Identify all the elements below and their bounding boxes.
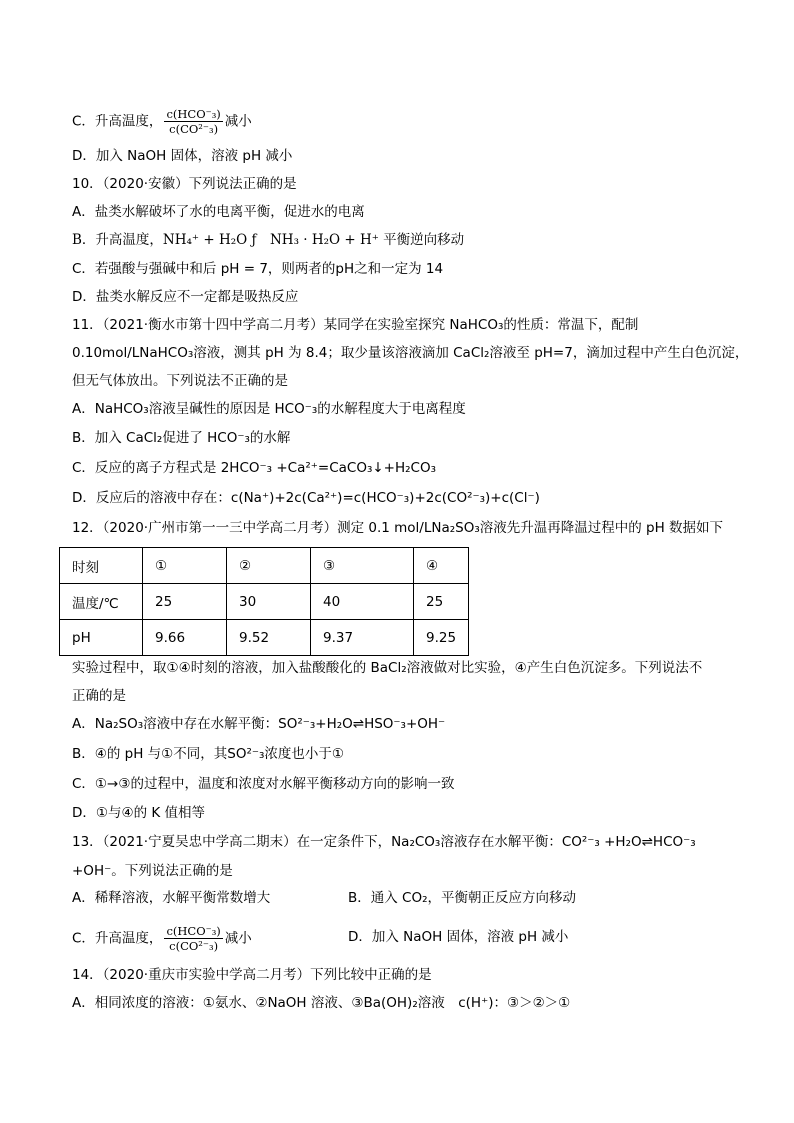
q10-option-d: D．盐类水解反应不一定都是吸热反应: [72, 289, 299, 305]
q11-option-c: C．反应的离子方程式是 2HCO⁻₃ +Ca²⁺=CaCO₃↓+H₂CO₃: [72, 460, 437, 476]
q12-stem-after2: 正确的是: [72, 688, 126, 704]
table-cell: 9.25: [414, 620, 469, 656]
q9-option-d: D．加入 NaOH 固体，溶液 pH 减小: [72, 148, 293, 164]
q14-stem: 14．（2020·重庆市实验中学高二月考）下列比较中正确的是: [72, 967, 432, 983]
q12-option-a: A．Na₂SO₃溶液中存在水解平衡：SO²⁻₃+H₂O⇌HSO⁻₃+OH⁻: [72, 716, 446, 732]
table-cell: 9.37: [311, 620, 414, 656]
q12-option-d: D．①与④的 K 值相等: [72, 805, 206, 821]
q10-stem: 10．（2020·安徽）下列说法正确的是: [72, 176, 297, 192]
ph-data-table: [59, 547, 469, 656]
fraction-denominator: c(CO²⁻₃): [169, 122, 219, 136]
table-row: [60, 548, 469, 584]
q10-option-a: A．盐类水解破坏了水的电离平衡，促进水的电离: [72, 204, 365, 220]
table-cell: ①: [143, 548, 227, 584]
q11-option-a: A．NaHCO₃溶液呈碱性的原因是 HCO⁻₃的水解程度大于电离程度: [72, 401, 466, 417]
fraction-denominator: c(CO²⁻₃): [169, 939, 219, 953]
q13-option-b: B．通入 CO₂，平衡朝正反应方向移动: [348, 890, 577, 906]
q13-stem-line2: +OH⁻。下列说法正确的是: [72, 863, 233, 879]
q11-stem: 11．（2021·衡水市第十四中学高二月考）某同学在实验室探究 NaHCO₃的性质：常温下，配制: [72, 317, 639, 333]
q12-option-c: C．①→③的过程中，温度和浓度对水解平衡移动方向的影响一致: [72, 776, 455, 792]
q9c-suffix: 减小: [224, 113, 252, 130]
q13-stem: 13．（2021·宁夏吴忠中学高二期末）在一定条件下，Na₂CO₃溶液存在水解平衡：CO²⁻₃ +H₂O⇌HCO⁻₃: [72, 834, 696, 850]
q12-option-b: B．④的 pH 与①不同，其SO²⁻₃浓度也小于①: [72, 746, 345, 762]
q14-option-a: A．相同浓度的溶液：①氨水、②NaOH 溶液、③Ba(OH)₂溶液 c(H⁺)：③＞②＞①: [72, 995, 571, 1011]
table-cell: ②: [227, 548, 311, 584]
q9-option-c: [72, 107, 252, 136]
table-cell: 温度/℃: [60, 584, 143, 620]
q12-stem-after1: 实验过程中，取①④时刻的溶液，加入盐酸酸化的 BaCl₂溶液做对比实验，④产生白色沉淀多。下列说法不: [72, 660, 703, 676]
q11-option-d: D．反应后的溶液中存在：c(Na⁺)+2c(Ca²⁺)=c(HCO⁻₃)+2c(CO²⁻₃)+c(Cl⁻): [72, 490, 540, 506]
q10-option-b: B．升高温度，NH₄⁺ + H₂O ƒ NH₃ · H₂O + H⁺ 平衡逆向移动: [72, 232, 465, 248]
table-row: [60, 620, 469, 656]
fraction: [164, 924, 222, 953]
q11-stem-line3: 但无气体放出。下列说法不正确的是: [72, 373, 288, 389]
q12-stem: 12．（2020·广州市第一一三中学高二月考）测定 0.1 mol/LNa₂SO₃溶液先升温再降温过程中的 pH 数据如下: [72, 520, 724, 536]
table-cell: 9.66: [143, 620, 227, 656]
q13-option-a: A．稀释溶液，水解平衡常数增大: [72, 890, 271, 906]
q11-stem-line2: 0.10mol/LNaHCO₃溶液，测其 pH 为 8.4；取少量该溶液滴加 CaCl₂溶液至 pH=7，滴加过程中产生白色沉淀，: [72, 345, 749, 361]
fraction: [164, 107, 222, 136]
table-cell: pH: [60, 620, 143, 656]
fraction-numerator: c(HCO⁻₃): [166, 924, 221, 938]
table-cell: 9.52: [227, 620, 311, 656]
q13c-suffix: 减小: [224, 930, 252, 947]
table-cell: 30: [227, 584, 311, 620]
q13-option-d: D．加入 NaOH 固体，溶液 pH 减小: [348, 929, 569, 945]
fraction-numerator: c(HCO⁻₃): [166, 107, 221, 121]
table-cell: 25: [414, 584, 469, 620]
table-cell: ④: [414, 548, 469, 584]
table-cell: 40: [311, 584, 414, 620]
q10-option-c: C．若强酸与强碱中和后 pH = 7，则两者的pH之和一定为 14: [72, 261, 444, 277]
table-cell: 25: [143, 584, 227, 620]
table-row: [60, 584, 469, 620]
q9c-prefix: C．升高温度，: [72, 113, 163, 130]
table-cell: ③: [311, 548, 414, 584]
table-cell: 时刻: [60, 548, 143, 584]
q13c-prefix: C．升高温度，: [72, 930, 163, 947]
q13-option-c: [72, 924, 252, 953]
q11-option-b: B．加入 CaCl₂促进了 HCO⁻₃的水解: [72, 430, 291, 446]
